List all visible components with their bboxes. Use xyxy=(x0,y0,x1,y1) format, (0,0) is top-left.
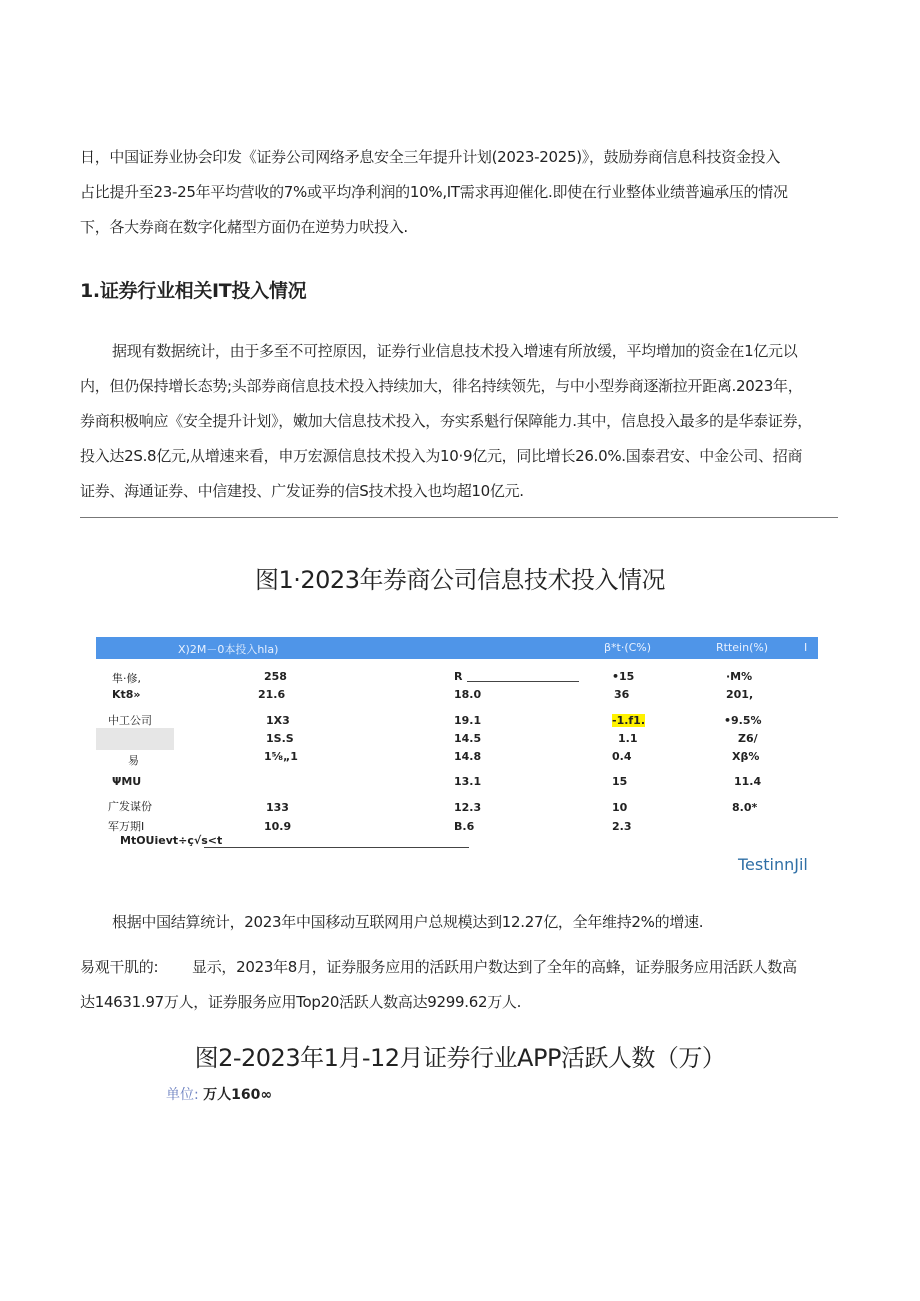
header-col2: β*t·(C%) xyxy=(604,641,652,654)
source-label: 易观干肌的: xyxy=(80,958,159,976)
row-value: •9.5% xyxy=(724,714,762,727)
intro-line: 日，中国证券业协会印发《证券公司网络矛息安全三年提升计划(2023-2025)》，鼓励券商信息科技资金投入 xyxy=(80,148,781,166)
row-value: 1.1 xyxy=(618,732,638,745)
row-value: 1S.S xyxy=(266,732,294,745)
row-value: R xyxy=(454,670,463,683)
intro-line: 占比提升至23-25年平均营收的7%或平均净利润的10%,IT需求再迎催化.即使在行业整体业绩普遍承压的情况 xyxy=(80,183,788,201)
row-value: •15 xyxy=(612,670,635,683)
row-value: 10.9 xyxy=(264,820,292,833)
cell-underline xyxy=(467,681,579,682)
row-value: 15 xyxy=(612,775,628,788)
row-value: 19.1 xyxy=(454,714,482,727)
it-investment-paragraph xyxy=(80,334,840,509)
figure2-title: 图2-2023年1月-12月证券行业APP活跃人数（万） xyxy=(194,1044,726,1072)
row-value: 1X3 xyxy=(266,714,290,727)
row-name: 军万期I xyxy=(108,820,145,833)
row-value: 11.4 xyxy=(734,775,762,788)
para-line: 投入达2S.8亿元,从增速来看，申万宏源信息技术投入为10·9亿元，同比增长26.0%.国泰君安、中金公司、招商 xyxy=(80,447,803,465)
row-value: 36 xyxy=(614,688,630,701)
row-value: ·M% xyxy=(726,670,753,683)
row-value: 13.1 xyxy=(454,775,482,788)
para-line: 据现有数据统计，由于多至不可控原因，证券行业信息技术投入增速有所放缓，平均增加的资金在1亿元以 xyxy=(112,342,798,360)
obscured-cell xyxy=(96,728,174,750)
chart-unit xyxy=(166,1084,272,1104)
row-value: 133 xyxy=(266,801,289,814)
row-name: ΨMU xyxy=(112,775,142,788)
figure1-title: 图1·2023年券商公司信息技术投入情况 xyxy=(255,566,665,594)
row-value: 14.8 xyxy=(454,750,482,763)
row-value: 21.6 xyxy=(258,688,286,701)
section-heading: 1.证券行业相关IT投入情况 xyxy=(80,280,307,302)
watermark: TestinnJil xyxy=(738,855,808,874)
header-col1: X)2M－0本投入hla) xyxy=(178,643,279,656)
row-name: 易 xyxy=(128,754,139,767)
para-line: 券商积极响应《安全提升计划》，嫩加大信息技术投入，夯实系魁行保障能力.其中，信息投入最多的是华泰证券， xyxy=(80,412,812,430)
para-line: 显示，2023年8月，证券服务应用的活跃用户数达到了全年的高蜂，证券服务应用活跃人数高 xyxy=(192,958,797,976)
investment-table xyxy=(96,637,818,847)
unit-value: 万人160∞ xyxy=(203,1087,273,1103)
row-name: 中工公司 xyxy=(108,714,152,727)
row-value-highlighted: -1.f1. xyxy=(612,714,646,727)
row-value: 201, xyxy=(726,688,754,701)
row-value: 10 xyxy=(612,801,628,814)
intro-line: 下，各大券商在数字化赭型方面仍在逆势力吠投入. xyxy=(80,218,408,236)
para-line: 达14631.97万人，证券服务应用Top20活跃人数高达9299.62万人. xyxy=(80,993,522,1011)
row-value: 12.3 xyxy=(454,801,482,814)
para-line: 内，但仍保持增长态势;头部券商信息技术投入持续加大，徘名持续领先，与中小型券商逐渐拉开距离.2023年， xyxy=(80,377,803,395)
table-header xyxy=(96,637,818,659)
table-source: MtOUievt÷ç√s<t xyxy=(120,834,223,847)
row-value: B.6 xyxy=(454,820,475,833)
row-value: 258 xyxy=(264,670,287,683)
para-line: 证券、海通证券、中信建投、广发证券的信S技术投入也均超10亿元. xyxy=(80,482,524,500)
row-value: 18.0 xyxy=(454,688,482,701)
active-users-paragraph xyxy=(80,950,840,1020)
row-name: 广发谋份 xyxy=(108,800,152,813)
row-value: 14.5 xyxy=(454,732,482,745)
source-underline xyxy=(204,847,469,848)
unit-label: 单位: xyxy=(166,1087,199,1103)
row-value: 1⅝„1 xyxy=(264,750,298,763)
header-col3: Rttein(%) xyxy=(716,641,769,654)
row-name: 隼·修, xyxy=(112,672,141,685)
row-value: Xβ% xyxy=(732,750,760,763)
row-name: Kt8» xyxy=(112,688,141,701)
header-col4: I xyxy=(804,641,808,654)
user-scale-paragraph: 根据中国结算统计，2023年中国移动互联网用户总规模达到12.27亿，全年维持2%的增速. xyxy=(112,913,704,931)
row-value: 0.4 xyxy=(612,750,632,763)
divider xyxy=(80,517,838,518)
row-value: 2.3 xyxy=(612,820,632,833)
row-value: Z6/ xyxy=(738,732,758,745)
row-value: 8.0* xyxy=(732,801,758,814)
intro-paragraph xyxy=(80,140,840,245)
